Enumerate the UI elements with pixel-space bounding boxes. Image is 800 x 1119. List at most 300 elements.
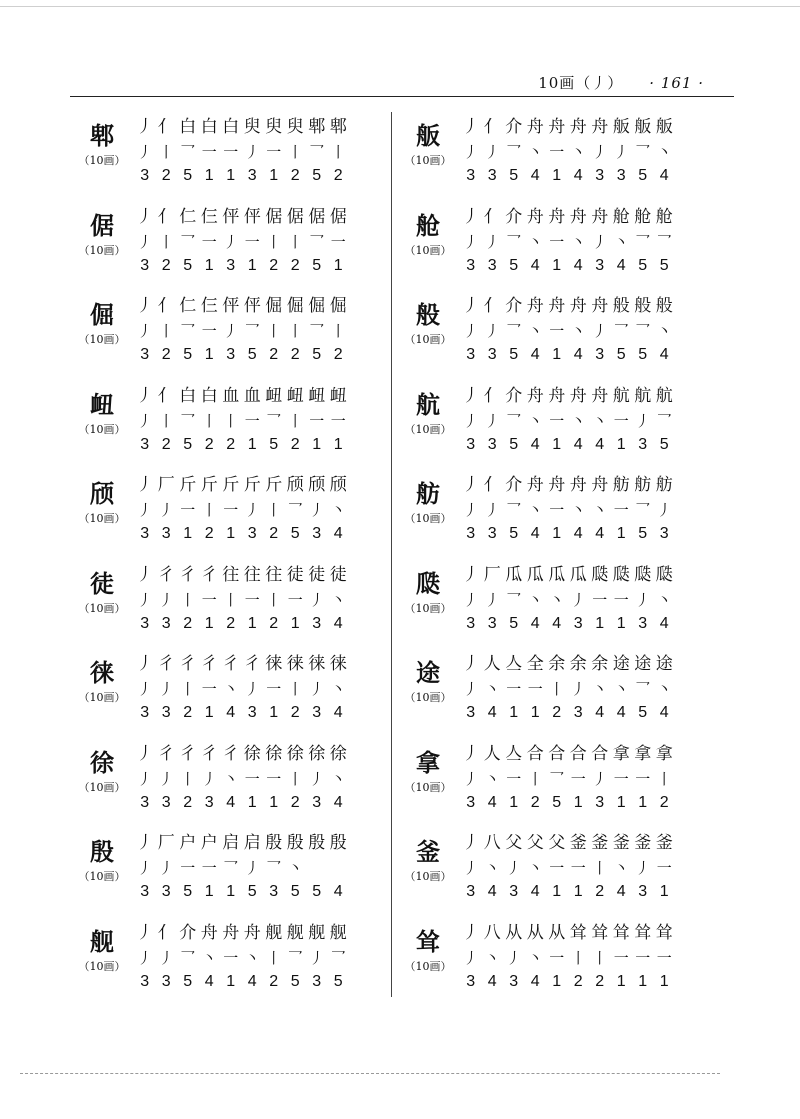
stroke-shape: 一	[223, 948, 239, 967]
progression-step: 彳	[200, 654, 218, 674]
stroke-code: 3	[140, 793, 150, 811]
progression-step: 介	[505, 206, 523, 227]
entry-head	[78, 122, 126, 168]
stroke-progression-row	[460, 830, 675, 856]
stroke-shape: 乛	[506, 590, 522, 609]
stroke-code: 1	[552, 525, 562, 542]
progression-step: 丿	[462, 564, 480, 585]
stroke-code: 4	[552, 614, 562, 632]
character-entry	[404, 198, 734, 288]
progression-step: 八	[483, 922, 501, 943]
progression-step: 釜	[569, 833, 587, 853]
stroke-code-row	[460, 343, 675, 367]
stroke-code: 4	[530, 435, 540, 453]
stroke-shape: 一	[613, 411, 629, 430]
stroke-shape: 一	[549, 501, 565, 519]
stroke-code: 5	[659, 435, 669, 453]
progression-step: 人	[483, 743, 501, 764]
progression-step: 瓜	[548, 564, 566, 585]
stroke-shape: 乛	[180, 143, 196, 161]
progression-step: 亻	[157, 385, 175, 406]
stroke-shape: 丿	[137, 769, 153, 788]
progression-step: 从	[526, 922, 544, 943]
stroke-shape: 丨	[223, 411, 239, 430]
stroke-shape: 丶	[527, 590, 543, 609]
progression-step: 徕	[308, 654, 326, 674]
stroke-shape: 丿	[158, 859, 174, 877]
stroke-shape: 一	[570, 769, 586, 788]
progression-step: 从	[505, 922, 523, 943]
progression-step: 厂	[157, 833, 175, 853]
stroke-shape: 丿	[635, 590, 651, 609]
entry-head	[404, 301, 452, 347]
stroke-shape: 丨	[592, 859, 608, 877]
stroke-code: 3	[595, 793, 605, 811]
stroke-code: 1	[204, 704, 214, 721]
stroke-code: 4	[530, 525, 540, 542]
stroke-order-rows	[134, 920, 349, 994]
stroke-progression-row	[460, 472, 675, 498]
progression-step: 舟	[591, 385, 609, 406]
progression-step: 瓜	[526, 564, 544, 585]
progression-step: 倔	[286, 296, 304, 316]
stroke-shape: 丨	[287, 232, 303, 251]
progression-step: 介	[179, 922, 197, 943]
stroke-shape: 一	[506, 769, 522, 788]
stroke-shape: 丿	[484, 322, 500, 340]
progression-step: 介	[505, 296, 523, 316]
progression-step: 舟	[526, 117, 544, 137]
stroke-code: 2	[333, 346, 343, 363]
stroke-code: 4	[487, 793, 497, 811]
head-character: 衄	[90, 390, 114, 419]
entry-head	[404, 122, 452, 168]
stroke-shape: 一	[201, 322, 217, 340]
head-character: 郫	[90, 122, 114, 150]
progression-step: 厂	[483, 564, 501, 585]
stroke-shape: 一	[244, 232, 260, 251]
stroke-shape: 丿	[137, 948, 153, 967]
page-header	[538, 72, 704, 93]
stroke-code: 3	[312, 614, 322, 632]
entry-head	[78, 480, 126, 526]
stroke-code: 5	[290, 883, 300, 900]
progression-step: 白	[200, 385, 218, 406]
progression-step: 舟	[591, 296, 609, 316]
progression-step: 徕	[286, 654, 304, 674]
progression-step: 瓜	[505, 564, 523, 585]
stroke-shape: 一	[330, 411, 346, 430]
stroke-code: 1	[247, 435, 257, 453]
stroke-shape: 丿	[656, 501, 672, 519]
progression-step: 丿	[136, 117, 154, 137]
stroke-shape: 丿	[137, 232, 153, 251]
stroke-shape: 丿	[158, 948, 174, 967]
stroke-shape: 一	[613, 590, 629, 609]
progression-step: 彳	[179, 743, 197, 764]
stroke-code: 1	[616, 614, 626, 632]
stroke-shape: 丶	[570, 143, 586, 161]
progression-step: 倨	[308, 206, 326, 227]
stroke-order-rows	[460, 651, 675, 725]
progression-step: 从	[548, 922, 566, 943]
stroke-code: 5	[659, 256, 669, 274]
progression-step: 丿	[136, 743, 154, 764]
entry-head	[404, 659, 452, 705]
stroke-code: 3	[140, 883, 150, 900]
stroke-shape-row	[460, 140, 675, 164]
progression-step: 航	[655, 385, 673, 406]
progression-step: 伻	[243, 206, 261, 227]
progression-step: 亻	[483, 385, 501, 406]
stroke-code: 2	[659, 793, 669, 811]
stroke-shape: 丿	[137, 680, 153, 698]
stroke-code: 3	[204, 793, 214, 811]
stroke-shape: 丿	[137, 859, 153, 877]
progression-step: 衄	[286, 385, 304, 406]
stroke-shape-row	[134, 319, 349, 343]
stroke-code: 2	[290, 167, 300, 184]
stroke-shape: 丨	[201, 411, 217, 430]
stroke-shape: 乛	[287, 501, 303, 519]
stroke-count-label: （10画）	[404, 780, 452, 794]
stroke-shape: 丨	[158, 411, 174, 430]
progression-step: 拿	[655, 743, 673, 764]
progression-step: 颀	[286, 475, 304, 495]
stroke-shape: 丿	[592, 232, 608, 251]
stroke-code: 1	[247, 793, 257, 811]
stroke-code: 2	[269, 256, 279, 274]
stroke-shape: 乛	[506, 143, 522, 161]
stroke-code: 1	[509, 704, 519, 721]
progression-step: 亼	[505, 743, 523, 764]
stroke-code: 3	[466, 972, 476, 990]
stroke-code: 1	[595, 614, 605, 632]
stroke-code: 2	[183, 704, 193, 721]
stroke-code: 2	[269, 525, 279, 542]
stroke-count-label: （10画）	[78, 691, 126, 704]
progression-step: 舟	[222, 922, 240, 943]
stroke-order-rows	[134, 472, 349, 546]
progression-step: 舰	[329, 922, 347, 943]
stroke-code: 3	[466, 883, 476, 900]
progression-step: 彳	[222, 654, 240, 674]
progression-step: 倨	[329, 206, 347, 227]
stroke-shape: 丨	[266, 590, 282, 609]
stroke-code: 1	[247, 256, 257, 274]
progression-step: 丿	[462, 385, 480, 406]
progression-step: 般	[655, 296, 673, 316]
stroke-shape-row	[460, 767, 675, 791]
progression-step: 舫	[655, 475, 673, 495]
progression-step: 耸	[612, 922, 630, 943]
stroke-order-rows	[460, 293, 675, 367]
stroke-shape: 一	[201, 143, 217, 161]
stroke-count-label: （10画）	[404, 333, 452, 346]
stroke-shape: 丨	[266, 501, 282, 519]
stroke-shape: 一	[635, 948, 651, 967]
stroke-code-row	[134, 522, 349, 546]
stroke-shape: 一	[506, 680, 522, 698]
stroke-shape: 丶	[330, 590, 346, 609]
stroke-progression-row	[134, 472, 349, 498]
stroke-progression-row	[134, 383, 349, 409]
head-character: 舰	[90, 927, 114, 956]
progression-step: 途	[634, 654, 652, 674]
progression-step: 白	[222, 117, 240, 137]
stroke-progression-row	[460, 383, 675, 409]
stroke-shape: 丿	[463, 501, 479, 519]
character-entry	[78, 556, 408, 646]
progression-step: 殷	[308, 833, 326, 853]
stroke-progression-row	[134, 562, 349, 588]
stroke-shape: 丨	[180, 590, 196, 609]
stroke-progression-row	[460, 920, 675, 946]
stroke-order-rows	[460, 383, 675, 457]
stroke-shape: 一	[266, 143, 282, 161]
stroke-code-row	[460, 164, 675, 188]
section-label: 10画（丿）	[538, 74, 624, 92]
stroke-code: 1	[616, 793, 626, 811]
stroke-progression-row	[134, 830, 349, 856]
stroke-code: 5	[247, 883, 257, 900]
stroke-shape: 丶	[527, 411, 543, 430]
stroke-code: 4	[226, 704, 236, 721]
stroke-order-rows	[134, 651, 349, 725]
progression-step: 倔	[308, 296, 326, 316]
stroke-shape: 丶	[484, 948, 500, 967]
stroke-progression-row	[460, 741, 675, 767]
stroke-code: 4	[226, 793, 236, 811]
stroke-code: 3	[487, 256, 497, 274]
stroke-code: 3	[247, 704, 257, 721]
stroke-code: 2	[161, 256, 171, 274]
progression-step: 徕	[329, 654, 347, 674]
stroke-code: 2	[290, 346, 300, 363]
stroke-shape: 一	[201, 232, 217, 251]
stroke-shape: 一	[549, 143, 565, 161]
stroke-shape: 一	[656, 859, 672, 877]
stroke-count-label: （10画）	[78, 333, 126, 346]
stroke-code: 5	[638, 256, 648, 274]
stroke-code: 4	[530, 346, 540, 363]
progression-step: 仨	[200, 296, 218, 316]
stroke-shape: 一	[613, 501, 629, 519]
stroke-code: 5	[290, 972, 300, 990]
stroke-count-label: （10画）	[404, 601, 452, 615]
stroke-shape: 一	[570, 859, 586, 877]
progression-step: 彳	[157, 564, 175, 585]
stroke-code: 3	[140, 525, 150, 542]
stroke-code: 1	[573, 883, 583, 900]
progression-step: 舟	[591, 475, 609, 495]
progression-step: 彳	[200, 564, 218, 585]
progression-step: 途	[612, 654, 630, 674]
stroke-shape: 丶	[570, 232, 586, 251]
stroke-code: 2	[269, 614, 279, 632]
stroke-shape: 丿	[244, 143, 260, 161]
stroke-shape: 一	[549, 948, 565, 967]
progression-step: 倨	[265, 206, 283, 227]
header-rule	[70, 96, 734, 97]
progression-step: 余	[591, 654, 609, 674]
stroke-code-row	[460, 970, 675, 994]
stroke-code: 2	[161, 435, 171, 453]
stroke-code: 5	[638, 167, 648, 184]
stroke-shape: 一	[309, 411, 325, 430]
stroke-shape: 乛	[223, 859, 239, 877]
stroke-order-rows	[134, 830, 349, 904]
progression-step: 亻	[157, 206, 175, 227]
progression-step: 徒	[286, 564, 304, 585]
progression-step: 舟	[569, 117, 587, 137]
stroke-shape: 乛	[635, 232, 651, 251]
progression-step: 舟	[569, 475, 587, 495]
stroke-shape: 丿	[158, 680, 174, 698]
progression-step: 丿	[136, 206, 154, 227]
stroke-code: 3	[140, 346, 150, 363]
entry-head	[404, 928, 452, 974]
stroke-progression-row	[460, 562, 675, 588]
stroke-code-row	[460, 791, 675, 815]
stroke-shape: 乛	[635, 501, 651, 519]
stroke-code: 3	[466, 793, 476, 811]
stroke-code: 1	[333, 435, 343, 453]
stroke-code: 5	[509, 435, 519, 453]
head-character: 航	[416, 390, 440, 419]
progression-step: 亻	[157, 922, 175, 943]
stroke-shape: 丶	[527, 948, 543, 967]
stroke-shape: 丨	[201, 501, 217, 519]
progression-step: 瓞	[591, 564, 609, 585]
stroke-shape: 丿	[309, 590, 325, 609]
entry-head	[78, 301, 126, 347]
stroke-shape: 丿	[570, 680, 586, 698]
progression-step: 舰	[286, 922, 304, 943]
progression-step: 舟	[548, 117, 566, 137]
progression-step: 航	[634, 385, 652, 406]
stroke-shape: 丶	[592, 501, 608, 519]
stroke-shape: 乛	[506, 501, 522, 519]
stroke-code: 5	[183, 167, 193, 184]
entry-head	[404, 838, 452, 884]
entry-head	[404, 212, 452, 258]
stroke-code: 5	[552, 793, 562, 811]
stroke-code: 5	[638, 346, 648, 363]
stroke-shape: 丶	[570, 322, 586, 340]
progression-step: 户	[179, 833, 197, 853]
character-entry	[404, 108, 734, 198]
stroke-shape: 丿	[223, 322, 239, 340]
head-character: 徕	[90, 659, 114, 687]
stroke-shape: 丿	[484, 590, 500, 609]
progression-step: 耸	[591, 922, 609, 943]
character-entry	[78, 914, 408, 1004]
progression-step: 丿	[136, 296, 154, 316]
stroke-shape: 乛	[180, 232, 196, 251]
stroke-code: 5	[312, 167, 322, 184]
stroke-code: 5	[247, 346, 257, 363]
stroke-code: 2	[290, 435, 300, 453]
stroke-order-rows	[134, 741, 349, 815]
stroke-shape: 丨	[287, 769, 303, 788]
stroke-shape: 丿	[463, 232, 479, 251]
stroke-shape: 丿	[592, 322, 608, 340]
left-column	[78, 108, 408, 1003]
stroke-code: 1	[269, 704, 279, 721]
stroke-shape: 乛	[266, 859, 282, 877]
stroke-code: 3	[161, 525, 171, 542]
progression-step: 釜	[591, 833, 609, 853]
stroke-shape: 丿	[463, 143, 479, 161]
stroke-shape: 丨	[180, 680, 196, 698]
progression-step: 启	[222, 833, 240, 853]
stroke-code: 1	[659, 883, 669, 900]
progression-step: 丿	[136, 564, 154, 585]
stroke-code: 4	[573, 167, 583, 184]
progression-step: 徐	[329, 743, 347, 764]
stroke-count-label: （10画）	[78, 243, 126, 257]
stroke-code: 4	[333, 614, 343, 632]
progression-step: 丿	[462, 296, 480, 316]
progression-step: 伻	[243, 296, 261, 316]
stroke-shape: 丿	[244, 859, 260, 877]
progression-step: 航	[612, 385, 630, 406]
character-entry	[78, 466, 408, 556]
progression-step: 往	[265, 564, 283, 585]
stroke-shape: 丿	[201, 769, 217, 788]
stroke-code: 3	[312, 525, 322, 542]
progression-step: 舟	[548, 475, 566, 495]
stroke-shape: 乛	[635, 322, 651, 340]
stroke-shape: 乛	[180, 411, 196, 430]
progression-step: 殷	[286, 833, 304, 853]
stroke-shape: 丨	[656, 769, 672, 788]
stroke-count-label: （10画）	[404, 691, 452, 704]
character-entry	[404, 914, 734, 1004]
progression-step: 伻	[222, 206, 240, 227]
progression-step: 合	[526, 743, 544, 764]
stroke-shape: 丶	[613, 232, 629, 251]
stroke-shape: 一	[656, 948, 672, 967]
stroke-shape-row	[134, 588, 349, 612]
progression-step: 亻	[483, 206, 501, 227]
stroke-shape-row	[460, 588, 675, 612]
progression-step: 般	[634, 296, 652, 316]
progression-step: 丿	[136, 385, 154, 406]
stroke-code: 1	[638, 972, 648, 990]
progression-step: 倔	[329, 296, 347, 316]
progression-step: 徐	[243, 743, 261, 764]
stroke-shape: 乛	[506, 232, 522, 251]
character-entry	[404, 466, 734, 556]
stroke-code: 3	[466, 256, 476, 274]
stroke-code: 1	[204, 614, 214, 632]
progression-step: 舰	[308, 922, 326, 943]
stroke-code: 4	[333, 793, 343, 811]
stroke-code: 5	[312, 346, 322, 363]
stroke-code-row	[134, 433, 349, 457]
stroke-shape: 乛	[309, 143, 325, 161]
stroke-code-row	[460, 254, 675, 278]
stroke-code: 2	[226, 614, 236, 632]
stroke-code: 2	[161, 167, 171, 184]
stroke-shape: 丨	[223, 590, 239, 609]
stroke-shape: 丶	[527, 232, 543, 251]
stroke-shape: 丿	[506, 859, 522, 877]
stroke-code: 1	[616, 972, 626, 990]
progression-step: 彳	[222, 743, 240, 764]
